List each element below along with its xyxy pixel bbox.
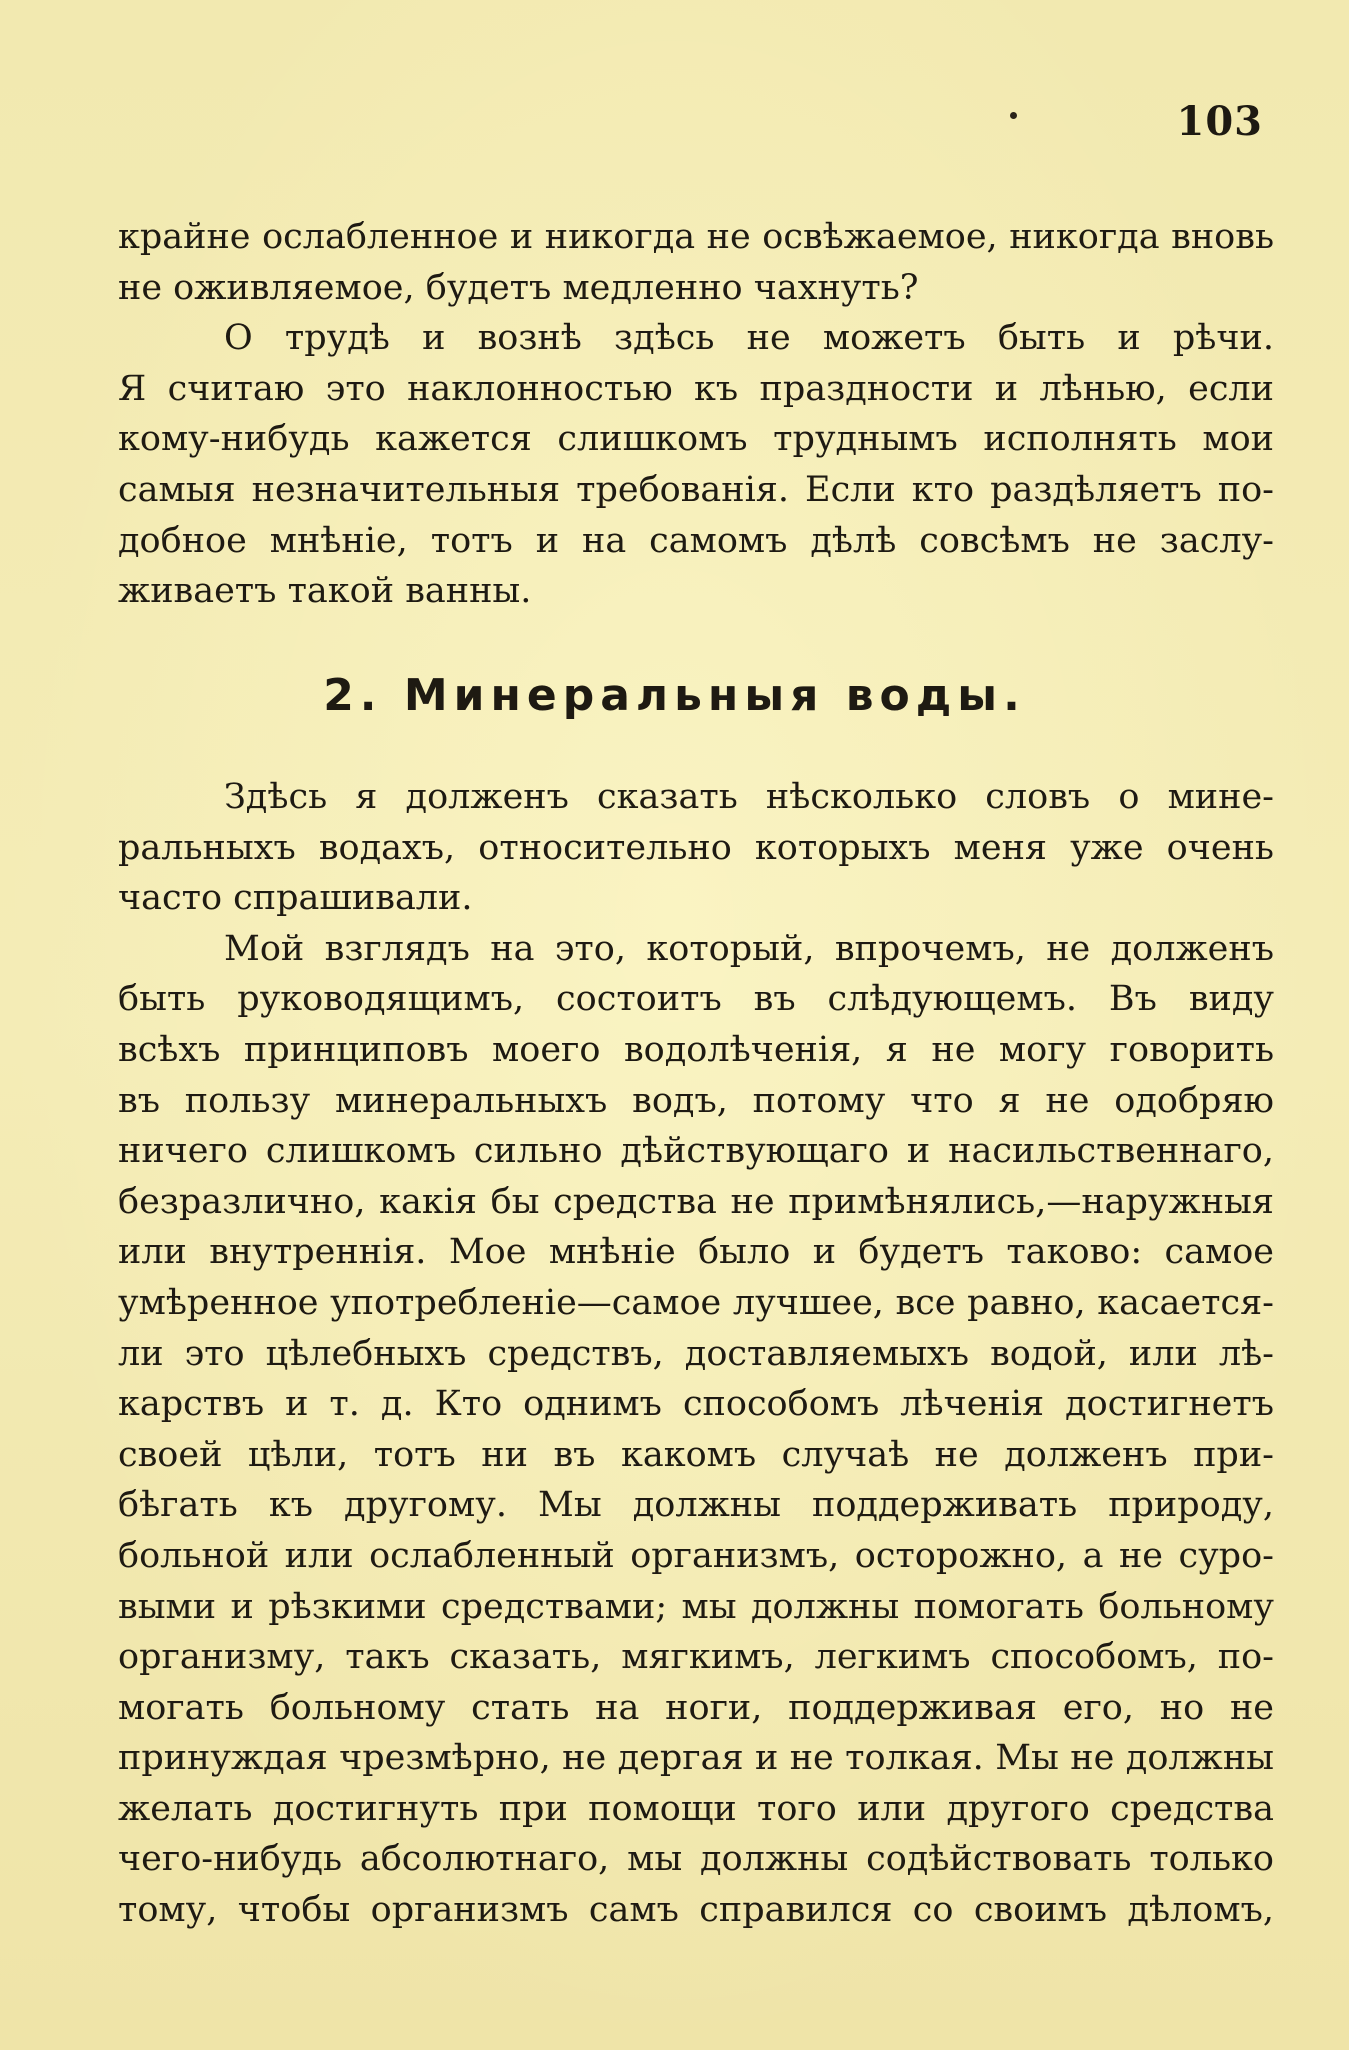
text-line: бѣгать къ другому. Мы должны поддерживать природу, bbox=[118, 1485, 1274, 1526]
text-line: принуждая чрезмѣрно, не дергая и не толкая. Мы не должны bbox=[118, 1738, 1274, 1779]
text-line: не оживляемое, будетъ медленно чахнуть? bbox=[118, 267, 919, 308]
text-line: О трудѣ и вознѣ здѣсь не можетъ быть и рѣчи. bbox=[224, 318, 1274, 359]
print-dot bbox=[1010, 112, 1017, 119]
text-line: больной или ослабленный организмъ, осторожно, а не суро- bbox=[118, 1535, 1274, 1576]
text-line: карствъ и т. д. Кто однимъ способомъ лѣченія достигнетъ bbox=[118, 1384, 1274, 1425]
text-line: крайне ослабленное и никогда не освѣжаемое, никогда вновь bbox=[118, 217, 1274, 257]
text-line: тому, чтобы организмъ самъ справился со своимъ дѣломъ, bbox=[118, 1890, 1274, 1931]
paragraph-block-2 bbox=[118, 772, 1274, 1936]
text-line: всѣхъ принциповъ моего водолѣченія, я не могу говорить bbox=[118, 1029, 1274, 1070]
text-line: умѣренное употребленіе—самое лучшее, все равно, касается- bbox=[118, 1282, 1274, 1323]
text-line: ничего слишкомъ сильно дѣйствующаго и насильственнаго, bbox=[118, 1131, 1274, 1172]
text-line: живаетъ такой ванны. bbox=[118, 571, 532, 612]
text-line: Здѣсь я долженъ сказать нѣсколько словъ о мине- bbox=[224, 777, 1274, 817]
text-line: въ пользу минеральныхъ водъ, потому что я не одобряю bbox=[118, 1080, 1274, 1121]
text-line: Я считаю это наклонностью къ праздности и лѣнью, если bbox=[118, 368, 1274, 409]
text-line: кому-нибудь кажется слишкомъ труднымъ исполнять мои bbox=[118, 419, 1274, 460]
text-line: чего-нибудь абсолютнаго, мы должны содѣйствовать только bbox=[118, 1839, 1274, 1880]
paragraph-block-1 bbox=[118, 212, 1274, 617]
page-number: 103 bbox=[1176, 98, 1263, 145]
text-line: добное мнѣніе, тотъ и на самомъ дѣлѣ совсѣмъ не заслу- bbox=[118, 520, 1274, 561]
text-line: Мой взглядъ на это, который, впрочемъ, не долженъ bbox=[224, 928, 1274, 969]
text-line: выми и рѣзкими средствами; мы должны помогать больному bbox=[118, 1586, 1274, 1627]
text-line: организму, такъ сказать, мягкимъ, легкимъ способомъ, по- bbox=[118, 1637, 1274, 1678]
text-line: безразлично, какія бы средства не примѣнялись,—наружныя bbox=[118, 1181, 1274, 1222]
text-line: могать больному стать на ноги, поддерживая его, но не bbox=[118, 1687, 1274, 1728]
text-line: быть руководящимъ, состоитъ въ слѣдующемъ. Въ виду bbox=[118, 979, 1274, 1020]
text-line: своей цѣли, тотъ ни въ какомъ случаѣ не долженъ при- bbox=[118, 1434, 1274, 1475]
text-line: часто спрашивали. bbox=[118, 878, 473, 919]
text-line: ли это цѣлебныхъ средствъ, доставляемыхъ водой, или лѣ- bbox=[118, 1333, 1274, 1374]
text-line: желать достигнуть при помощи того или другого средства bbox=[118, 1788, 1274, 1829]
section-heading: 2. Минеральныя воды. bbox=[323, 670, 1026, 721]
text-line: самыя незначительныя требованія. Если кто раздѣляетъ по- bbox=[118, 469, 1274, 510]
text-line: или внутреннія. Мое мнѣніе было и будетъ таково: самое bbox=[118, 1232, 1274, 1273]
text-line: ральныхъ водахъ, относительно которыхъ меня уже очень bbox=[118, 827, 1274, 868]
